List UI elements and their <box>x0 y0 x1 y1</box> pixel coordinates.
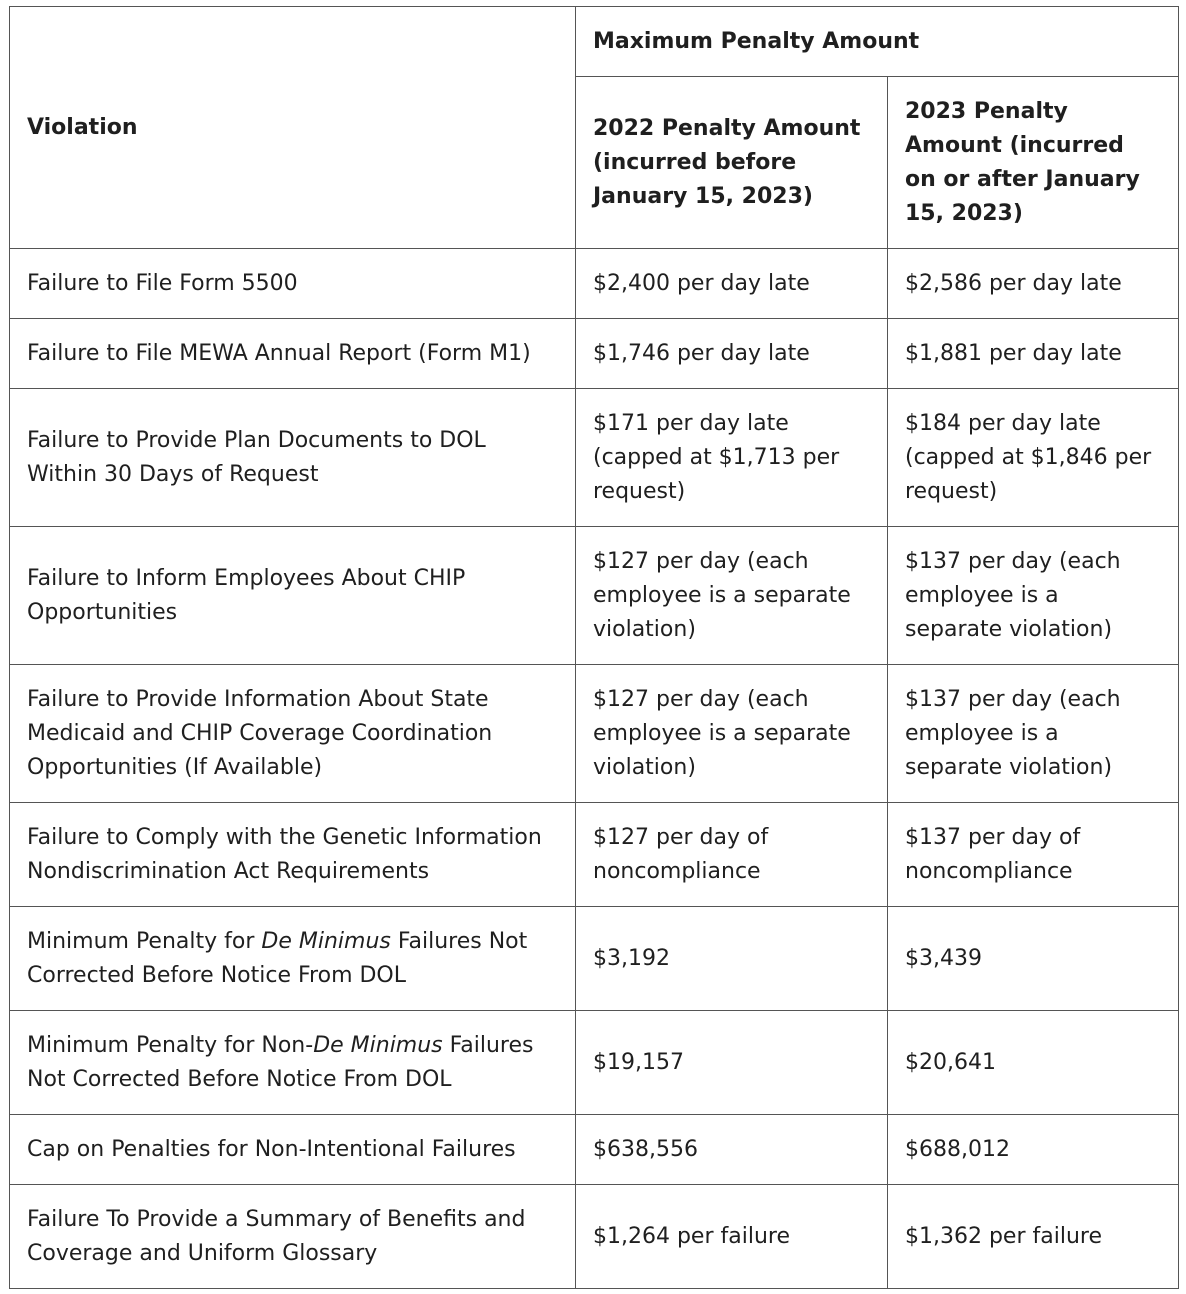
penalty-2022-cell: $1,746 per day late <box>576 319 888 389</box>
header-row-group <box>10 7 1179 77</box>
penalty-2023-cell: $137 per day (each employee is a separate violation) <box>888 527 1179 665</box>
violation-text-emphasis: De Minimus <box>261 928 391 954</box>
table-row <box>10 665 1179 803</box>
penalty-2022-cell: $2,400 per day late <box>576 249 888 319</box>
violation-text-pre: Minimum Penalty for <box>27 928 262 954</box>
table-row <box>10 527 1179 665</box>
table-row <box>10 249 1179 319</box>
violation-cell: Failure to File MEWA Annual Report (Form M1) <box>10 319 576 389</box>
penalty-2022-cell: $1,264 per failure <box>576 1185 888 1289</box>
table-row <box>10 319 1179 389</box>
penalty-2022-cell: $638,556 <box>576 1115 888 1185</box>
penalty-2022-cell: $3,192 <box>576 907 888 1011</box>
violation-cell: Cap on Penalties for Non-Intentional Failures <box>10 1115 576 1185</box>
header-violation: Violation <box>10 7 576 249</box>
penalty-2023-cell: $688,012 <box>888 1115 1179 1185</box>
penalty-table <box>9 6 1179 1289</box>
table-row <box>10 1115 1179 1185</box>
penalty-2022-cell: $127 per day (each employee is a separate violation) <box>576 665 888 803</box>
penalty-2022-cell: $171 per day late (capped at $1,713 per request) <box>576 389 888 527</box>
violation-cell: Failure to Inform Employees About CHIP Opportunities <box>10 527 576 665</box>
violation-cell: Failure to Comply with the Genetic Information Nondiscrimination Act Requirements <box>10 803 576 907</box>
header-max-penalty: Maximum Penalty Amount <box>576 7 1179 77</box>
violation-cell: Failure to Provide Information About State Medicaid and CHIP Coverage Coordination Opportunities (If Available) <box>10 665 576 803</box>
table-row <box>10 803 1179 907</box>
violation-cell <box>10 1011 576 1115</box>
violation-text-post: Failures Not Corrected Before Notice From DOL <box>27 928 528 988</box>
penalty-2023-cell: $184 per day late (capped at $1,846 per request) <box>888 389 1179 527</box>
table-row <box>10 1185 1179 1289</box>
penalty-2023-cell: $1,881 per day late <box>888 319 1179 389</box>
penalty-2023-cell: $1,362 per failure <box>888 1185 1179 1289</box>
violation-cell: Failure To Provide a Summary of Benefits and Coverage and Uniform Glossary <box>10 1185 576 1289</box>
penalty-2023-cell: $137 per day (each employee is a separate violation) <box>888 665 1179 803</box>
penalty-2023-cell: $20,641 <box>888 1011 1179 1115</box>
penalty-2022-cell: $127 per day of noncompliance <box>576 803 888 907</box>
violation-cell: Failure to File Form 5500 <box>10 249 576 319</box>
violation-text-post: Failures Not Corrected Before Notice From DOL <box>27 1032 534 1092</box>
violation-cell: Failure to Provide Plan Documents to DOL Within 30 Days of Request <box>10 389 576 527</box>
table-row <box>10 389 1179 527</box>
table-body <box>10 249 1179 1289</box>
table-header <box>10 7 1179 249</box>
header-2022: 2022 Penalty Amount (incurred before January 15, 2023) <box>576 77 888 249</box>
penalty-2022-cell: $19,157 <box>576 1011 888 1115</box>
table-row <box>10 907 1179 1011</box>
table-row <box>10 1011 1179 1115</box>
header-2023: 2023 Penalty Amount (incurred on or after January 15, 2023) <box>888 77 1179 249</box>
penalty-2023-cell: $2,586 per day late <box>888 249 1179 319</box>
penalty-2023-cell: $3,439 <box>888 907 1179 1011</box>
violation-text-pre: Minimum Penalty for Non- <box>27 1032 314 1058</box>
penalty-2023-cell: $137 per day of noncompliance <box>888 803 1179 907</box>
violation-cell <box>10 907 576 1011</box>
penalty-2022-cell: $127 per day (each employee is a separate violation) <box>576 527 888 665</box>
violation-text-emphasis: De Minimus <box>313 1032 443 1058</box>
